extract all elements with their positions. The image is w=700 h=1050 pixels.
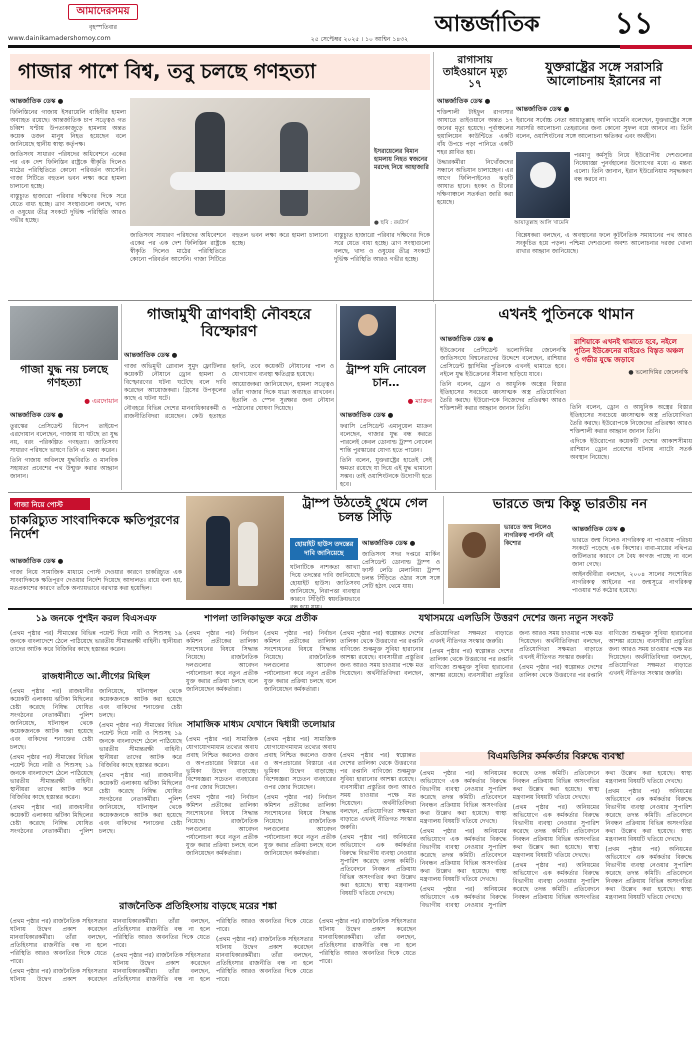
trump-nobel-text: ফরাসি প্রেসিডেন্ট এমানুয়েল ম্যাক্রন বলেছেন, গাজার যুদ্ধ বন্ধ করতে পারলেই কেবল ডোনাল্ড ট্রাম্প নোবেল শান্তি পুরস্কারের যোগ্য হতে পারেন। তিনি বলেন, যুক্তরাষ্ট্রের হাতেই সেই ক্ষমতা রয়েছে যা দিয়ে এই যুদ্ধ থামানো সম্ভব। তাই ওয়াশিংটনকে উদ্যোগী হতে হবে। — [340, 423, 432, 488]
putin-text-right: তিনি বলেন, ড্রোন ও আধুনিক অস্ত্রের বিস্তার ইতিহাসের সবচেয়ে ধ্বংসাত্মক অস্ত্র প্রতিযোগিতা তৈরি করছে। ইউরোপকে নিজেদের প্রতিরক্ষা আরও শক্তিশালী করার আহ্বান জানান তিনি। এদিকে ইউরোপের কয়েকটি দেশের আকাশসীমায় রাশিয়ান ড্রোন প্রবেশের ঘটনায় ন্যাটো সতর্ক অবস্থান নিয়েছে। — [570, 404, 692, 461]
masthead-day: বৃহস্পতিবার — [89, 24, 117, 31]
face-shape — [358, 314, 378, 336]
iran-intro: আন্তর্জাতিক ডেস্ক ● ইরানের সর্বোচ্চ নেতা আয়াতুল্লাহ আলি খামেনি বলেছেন, যুক্তরাষ্ট্রের সঙ্গে সরাসরি আলোচনা তেহরানের জন্য কোনো সুফল বয়ে আনবে না। তিনি বলেন, ওয়াশিংটনের সঙ্গে আলোচনা ক্ষতিকর এবং অর্থহীন। — [516, 105, 692, 140]
revenge-headline[interactable]: রাজনৈতিক প্রতিহিংসায় বাড়ছে মরের শঙ্কা — [119, 901, 277, 912]
bsf-headline[interactable]: ১৯ জনকে পুশইন করল বিএসএফ — [35, 614, 157, 624]
putin-column-1 — [440, 334, 566, 490]
bmdc-side-text: (প্রথম পৃষ্ঠার পর) স্বল্পোন্নত দেশের তালিকা থেকে উত্তরণের পর রপ্তানি বাণিজ্যে শুল্কমুক্ত সুবিধা হারানোর আশঙ্কা রয়েছে। ব্যবসায়ীরা প্রস্তুতির জন্য আরও সময় চাওয়ার পক্ষে মত দিয়েছেন। অর্থনীতিবিদরা বলছেন, প্রতিযোগিতা সক্ষমতা বাড়াতে এখনই নীতিগত সংস্কার জরুরি। (প্রথম পৃষ্ঠার পর) অনিয়মের অভিযোগে এক কর্মকর্তার বিরুদ্ধে বিভাগীয় ব্যবস্থা নেওয়ার সুপারিশ করেছে তদন্ত কমিটি। প্রতিবেদনে নিবন্ধন প্রক্রিয়ায় বিভিন্ন অসংগতির কথা উল্লেখ করা হয়েছে। স্বাস্থ্য মন্ত্রণালয় বিষয়টি খতিয়ে দেখছে। — [340, 752, 416, 897]
gaza-post-headline[interactable]: চাকরিচ্যুত সাংবাদিককে ক্ষতিপূরণের নির্দেশ — [10, 513, 180, 541]
taiwan-byline: আন্তর্জাতিক ডেস্ক ● — [437, 97, 491, 105]
khamenei-photo — [516, 152, 570, 218]
shapla-headline[interactable]: শাপলা তালিকাভুক্ত করে প্রতীক — [204, 614, 318, 624]
section-divider — [8, 608, 692, 610]
taiwan-headline[interactable]: রাগাসায় তাইওয়ানে মৃত্যু ১৭ — [442, 54, 508, 91]
lead-photo — [130, 98, 370, 226]
gaza-war-text: তুরস্কের প্রেসিডেন্ট রিসেপ তাইয়েপ এরদোয়ান বলেছেন, গাজায় যা ঘটছে তা যুদ্ধ নয়, বরং পরিকল্পিত গণহত্যা। জাতিসংঘ সাধারণ পরিষদে ভাষণে তিনি এ মন্তব্য করেন। তিনি গাজায় অবিলম্বে যুদ্ধবিরতি ও মানবিক সহায়তা প্রবেশের পথ উন্মুক্ত করার আহ্বান জানান। — [10, 423, 118, 480]
section-divider — [8, 492, 692, 493]
revenge-text: (প্রথম পৃষ্ঠার পর) রাজনৈতিক সহিংসতার ঘটনায় উদ্বেগ প্রকাশ করেছেন মানবাধিকারকর্মীরা। তাঁরা বলছেন, প্রতিহিংসার রাজনীতি বন্ধ না হলে পরিস্থিতি আরও অবনতির দিকে যেতে পারে। (প্রথম পৃষ্ঠার পর) রাজনৈতিক সহিংসতার ঘটনায় উদ্বেগ প্রকাশ করেছেন মানবাধিকারকর্মীরা। তাঁরা বলছেন, প্রতিহিংসার রাজনীতি বন্ধ না হলে পরিস্থিতি আরও অবনতির দিকে যেতে পারে। (প্রথম পৃষ্ঠার পর) রাজনৈতিক সহিংসতার ঘটনায় উদ্বেগ প্রকাশ করেছেন মানবাধিকারকর্মীরা। তাঁরা বলছেন, প্রতিহিংসার রাজনীতি বন্ধ না হলে পরিস্থিতি আরও অবনতির দিকে যেতে পারে। (প্রথম পৃষ্ঠার পর) রাজনৈতিক সহিংসতার ঘটনায় উদ্বেগ প্রকাশ করেছেন মানবাধিকারকর্মীরা। তাঁরা বলছেন, প্রতিহিংসার রাজনীতি বন্ধ না হলে পরিস্থিতি আরও অবনতির দিকে যেতে পারে। (প্রথম পৃষ্ঠার পর) রাজনৈতিক সহিংসতার ঘটনায় উদ্বেগ প্রকাশ করেছেন মানবাধিকারকর্মীরা। তাঁরা বলছেন, প্রতিহিংসার রাজনীতি বন্ধ না হলে পরিস্থিতি আরও অবনতির দিকে যেতে পারে। — [10, 918, 416, 983]
putin-headline[interactable]: এখনই পুতিনকে থামান — [498, 305, 634, 323]
social-media-text: (প্রথম পৃষ্ঠার পর) সামাজিক যোগাযোগমাধ্যম তথ্যের অবাধ প্রবাহ নিশ্চিত করলেও গুজব ও অপপ্রচারের বিস্তারে এর ভূমিকা উদ্বেগ বাড়াচ্ছে। বিশেষজ্ঞরা সচেতন ব্যবহারের ওপর জোর দিয়েছেন। (প্রথম পৃষ্ঠার পর) নির্বাচন কমিশন প্রতীকের তালিকা সংশোধনের বিষয়ে সিদ্ধান্ত নিয়েছে। রাজনৈতিক দলগুলোর আবেদন পর্যালোচনা করে নতুন প্রতীক যুক্ত করার প্রক্রিয়া চলছে বলে জানিয়েছেন কর্মকর্তারা। (প্রথম পৃষ্ঠার পর) সামাজিক যোগাযোগমাধ্যম তথ্যের অবাধ প্রবাহ নিশ্চিত করলেও গুজব ও অপপ্রচারের বিস্তারে এর ভূমিকা উদ্বেগ বাড়াচ্ছে। বিশেষজ্ঞরা সচেতন ব্যবহারের ওপর জোর দিয়েছেন। (প্রথম পৃষ্ঠার পর) নির্বাচন কমিশন প্রতীকের তালিকা সংশোধনের বিষয়ে সিদ্ধান্ত নিয়েছে। রাজনৈতিক দলগুলোর আবেদন পর্যালোচনা করে নতুন প্রতীক যুক্ত করার প্রক্রিয়া চলছে বলে জানিয়েছেন কর্মকর্তারা। — [186, 736, 336, 857]
iran-text-bottom: বিশ্লেষকরা বলছেন, এ অবস্থানের ফলে কূটনৈতিক সমাধানের পথ আরও সংকুচিত হয়ে পড়ল। পশ্চিমা দেশগুলো অবশ্য আলোচনার দরজা খোলা রাখার আহ্বান জানিয়েছে। — [516, 232, 692, 255]
photo-figure — [195, 112, 225, 216]
lead-photo-caption: ইসরায়েলের বিমান হামলায় নিহত স্বজনের মরদেহ নিয়ে আহাজারি — [374, 148, 429, 171]
gaza-war-column — [10, 410, 118, 490]
taiwan-text: শক্তিশালী টাইফুন রাগাসার আঘাতে তাইওয়ানে অন্তত ১৭ জনের মৃত্যু হয়েছে। পূর্বাঞ্চলের হুয়ালিয়েন কাউন্টিতে একটি বাঁধ উপচে পড়া পানিতে একটি শহর প্লাবিত হয়। উদ্ধারকর্মীরা নিখোঁজদের সন্ধানে অভিযান চালাচ্ছেন। এর আগে ফিলিপাইনেও ঝড়টি আঘাত হানে। হংকং ও চীনের দক্ষিণাঞ্চলে সতর্কতা জারি করা হয়েছে। — [437, 109, 513, 206]
gaza-war-credit: ● এরদোয়ান — [84, 397, 118, 405]
born-india-byline: আন্তর্জাতিক ডেস্ক ● — [572, 525, 626, 533]
born-india-text: ভারতে জন্ম নিলেও নাগরিকত্ব না পাওয়ায় পরিচয় সংকটে পড়েছে এক কিশোর। বাবা-মায়ের নথিপত্র জটিলতার কারণে সে বৈধ কাগজ পাচ্ছে না বলে জানা গেছে। আইনজীবীরা বলছেন, ২০০৪ সালের সংশোধিত নাগরিকত্ব আইনের পর জন্মসূত্রে নাগরিকত্ব পাওয়ার শর্ত কঠোর হয়েছে। — [572, 537, 692, 594]
flotilla-columns — [124, 350, 334, 490]
macron-photo — [340, 306, 396, 360]
lead-byline: আন্তর্জাতিক ডেস্ক ● — [10, 97, 64, 105]
column-divider — [435, 304, 436, 490]
lead-continued: জাতিসংঘ সাধারণ পরিষদের অধিবেশনে একের পর এক দেশ ফিলিস্তিন রাষ্ট্রকে স্বীকৃতি দিলেও মাঠের পরিস্থিতিতে কোনো পরিবর্তন আসেনি। গাজা সিটিতে বহুতল ভবন লক্ষ্য করে হামলা চালানো হচ্ছে। বাস্তুচ্যুত হাজারো পরিবার দক্ষিণের দিকে সরে যেতে বাধ্য হচ্ছে। ত্রাণ সংস্থাগুলো বলছে, খাদ্য ও ওষুধের তীব্র সংকটে দুর্ভিক্ষ পরিস্থিতি আরও গভীর হচ্ছে। — [130, 232, 430, 263]
turban-shape — [530, 162, 556, 188]
masthead-rule — [8, 45, 620, 48]
column-divider — [121, 304, 122, 490]
gaza-post-tag: গাজা নিয়ে পোস্ট — [10, 498, 90, 510]
trump-nobel-column — [340, 410, 432, 490]
photo-figure — [206, 516, 230, 586]
boy-photo — [448, 524, 500, 588]
khamenei-caption: আয়াতুল্লাহ আলি খামেনি — [514, 220, 569, 226]
putin-byline: আন্তর্জাতিক ডেস্ক ● — [440, 335, 494, 343]
trump-nobel-headline[interactable]: ট্রাম্প যদি নোবেল চান… — [346, 363, 426, 389]
photo-figure — [238, 522, 258, 586]
column-divider — [443, 496, 444, 604]
newspaper-logo[interactable]: আমাদেরসময় — [68, 4, 138, 20]
escalator-byline: আন্তর্জাতিক ডেস্ক ● — [362, 539, 416, 547]
masthead-left — [8, 4, 258, 44]
flotilla-headline[interactable]: গাজামুখী ত্রাণবাহী নৌবহরে বিস্ফোরণ — [146, 305, 311, 341]
born-india-column — [572, 524, 692, 602]
erdogan-photo — [10, 306, 118, 360]
ldc-headline[interactable]: যথাসময়ে এলডিসি উত্তরণ দেশের জন্য নতুন সংকট — [418, 613, 614, 624]
masthead-accent — [620, 45, 692, 49]
bmdc-text: (প্রথম পৃষ্ঠার পর) অনিয়মের অভিযোগে এক কর্মকর্তার বিরুদ্ধে বিভাগীয় ব্যবস্থা নেওয়ার সুপারিশ করেছে তদন্ত কমিটি। প্রতিবেদনে নিবন্ধন প্রক্রিয়ায় বিভিন্ন অসংগতির কথা উল্লেখ করা হয়েছে। স্বাস্থ্য মন্ত্রণালয় বিষয়টি খতিয়ে দেখছে। (প্রথম পৃষ্ঠার পর) অনিয়মের অভিযোগে এক কর্মকর্তার বিরুদ্ধে বিভাগীয় ব্যবস্থা নেওয়ার সুপারিশ করেছে তদন্ত কমিটি। প্রতিবেদনে নিবন্ধন প্রক্রিয়ায় বিভিন্ন অসংগতির কথা উল্লেখ করা হয়েছে। স্বাস্থ্য মন্ত্রণালয় বিষয়টি খতিয়ে দেখছে। (প্রথম পৃষ্ঠার পর) অনিয়মের অভিযোগে এক কর্মকর্তার বিরুদ্ধে বিভাগীয় ব্যবস্থা নেওয়ার সুপারিশ করেছে তদন্ত কমিটি। প্রতিবেদনে নিবন্ধন প্রক্রিয়ায় বিভিন্ন অসংগতির কথা উল্লেখ করা হয়েছে। স্বাস্থ্য মন্ত্রণালয় বিষয়টি খতিয়ে দেখছে। (প্রথম পৃষ্ঠার পর) অনিয়মের অভিযোগে এক কর্মকর্তার বিরুদ্ধে বিভাগীয় ব্যবস্থা নেওয়ার সুপারিশ করেছে তদন্ত কমিটি। প্রতিবেদনে নিবন্ধন প্রক্রিয়ায় বিভিন্ন অসংগতির কথা উল্লেখ করা হয়েছে। স্বাস্থ্য মন্ত্রণালয় বিষয়টি খতিয়ে দেখছে। (প্রথম পৃষ্ঠার পর) অনিয়মের অভিযোগে এক কর্মকর্তার বিরুদ্ধে বিভাগীয় ব্যবস্থা নেওয়ার সুপারিশ করেছে তদন্ত কমিটি। প্রতিবেদনে নিবন্ধন প্রক্রিয়ায় বিভিন্ন অসংগতির কথা উল্লেখ করা হয়েছে। স্বাস্থ্য মন্ত্রণালয় বিষয়টি খতিয়ে দেখছে। (প্রথম পৃষ্ঠার পর) অনিয়মের অভিযোগে এক কর্মকর্তার বিরুদ্ধে বিভাগীয় ব্যবস্থা নেওয়ার সুপারিশ করেছে তদন্ত কমিটি। প্রতিবেদনে নিবন্ধন প্রক্রিয়ায় বিভিন্ন অসংগতির কথা উল্লেখ করা হয়েছে। স্বাস্থ্য মন্ত্রণালয় বিষয়টি খতিয়ে দেখছে। (প্রথম পৃষ্ঠার পর) অনিয়মের অভিযোগে এক কর্মকর্তার বিরুদ্ধে বিভাগীয় ব্যবস্থা নেওয়ার সুপারিশ করেছে তদন্ত কমিটি। প্রতিবেদনে নিবন্ধন প্রক্রিয়ায় বিভিন্ন অসংগতির কথা উল্লেখ করা হয়েছে। স্বাস্থ্য মন্ত্রণালয় বিষয়টি খতিয়ে দেখছে। — [420, 770, 692, 909]
lead-photo-credit: ● ছবি : রয়টার্স — [374, 220, 409, 226]
iran-headline[interactable]: যুক্তরাষ্ট্রের সঙ্গে সরাসরি আলোচনায় ইরানের না — [545, 59, 663, 89]
born-india-headline[interactable]: ভারতে জন্ম কিন্তু ভারতীয় নন — [492, 497, 648, 512]
gaza-war-byline: আন্তর্জাতিক ডেস্ক ● — [10, 411, 64, 419]
trump-nobel-byline: আন্তর্জাতিক ডেস্ক ● — [340, 411, 394, 419]
column-divider — [336, 304, 337, 490]
section-divider — [8, 300, 692, 301]
born-india-caption: ভারতে জন্ম নিলেও নাগরিকত্ব পাননি এই কিশোর — [504, 524, 554, 547]
website-url[interactable]: www.dainikamadershomoy.com — [8, 34, 111, 42]
shapla-text: (প্রথম পৃষ্ঠার পর) নির্বাচন কমিশন প্রতীকের তালিকা সংশোধনের বিষয়ে সিদ্ধান্ত নিয়েছে। রাজনৈতিক দলগুলোর আবেদন পর্যালোচনা করে নতুন প্রতীক যুক্ত করার প্রক্রিয়া চলছে বলে জানিয়েছেন কর্মকর্তারা। (প্রথম পৃষ্ঠার পর) নির্বাচন কমিশন প্রতীকের তালিকা সংশোধনের বিষয়ে সিদ্ধান্ত নিয়েছে। রাজনৈতিক দলগুলোর আবেদন পর্যালোচনা করে নতুন প্রতীক যুক্ত করার প্রক্রিয়া চলছে বলে জানিয়েছেন কর্মকর্তারা। — [186, 630, 336, 693]
gaza-post-column: আন্তর্জাতিক ডেস্ক ● গাজা নিয়ে সামাজিক মাধ্যমে পোস্ট দেওয়ার কারণে চাকরিচ্যুত এক সাংবাদিককে ক্ষতিপূরণ দেওয়ার নির্দেশ দিয়েছে আদালত। রায়ে বলা হয়, মতপ্রকাশের কারণে তাঁকে অন্যায়ভাবে বরখাস্ত করা হয়েছিল। — [10, 557, 182, 592]
masthead-date: ২৫ সেপ্টেম্বর ২০২৫ । ১০ আশ্বিন ১৪৩২ — [310, 36, 408, 43]
awami-rally-text: (প্রথম পৃষ্ঠার পর) রাজধানীর কয়েকটি এলাকায় ঝটিকা মিছিলের চেষ্টা করেছে নিষিদ্ধ ঘোষিত সংগঠনের নেতাকর্মীরা। পুলিশ জানিয়েছে, ঘটনাস্থল থেকে কয়েকজনকে আটক করা হয়েছে এবং বাকিদের শনাক্তের চেষ্টা চলছে। (প্রথম পৃষ্ঠার পর) সীমান্তের বিভিন্ন পয়েন্ট দিয়ে নারী ও শিশুসহ ১৯ জনকে বাংলাদেশে ঠেলে পাঠিয়েছে ভারতীয় সীমান্তরক্ষী বাহিনী। স্থানীয়রা তাদের আটক করে বিজিবির কাছে হস্তান্তর করেন। (প্রথম পৃষ্ঠার পর) রাজধানীর কয়েকটি এলাকায় ঝটিকা মিছিলের চেষ্টা করেছে নিষিদ্ধ ঘোষিত সংগঠনের নেতাকর্মীরা। পুলিশ জানিয়েছে, ঘটনাস্থল থেকে কয়েকজনকে আটক করা হয়েছে এবং বাকিদের শনাক্তের চেষ্টা চলছে। (প্রথম পৃষ্ঠার পর) সীমান্তের বিভিন্ন পয়েন্ট দিয়ে নারী ও শিশুসহ ১৯ জনকে বাংলাদেশে ঠেলে পাঠিয়েছে ভারতীয় সীমান্তরক্ষী বাহিনী। স্থানীয়রা তাদের আটক করে বিজিবির কাছে হস্তান্তর করেন। (প্রথম পৃষ্ঠার পর) রাজধানীর কয়েকটি এলাকায় ঝটিকা মিছিলের চেষ্টা করেছে নিষিদ্ধ ঘোষিত সংগঠনের নেতাকর্মীরা। পুলিশ জানিয়েছে, ঘটনাস্থল থেকে কয়েকজনকে আটক করা হয়েছে এবং বাকিদের শনাক্তের চেষ্টা চলছে। — [10, 688, 182, 835]
lead-column-1 — [10, 96, 126, 294]
escalator-photo — [186, 496, 284, 600]
iran-byline: আন্তর্জাতিক ডেস্ক ● — [516, 105, 570, 113]
bsf-text: (প্রথম পৃষ্ঠার পর) সীমান্তের বিভিন্ন পয়েন্ট দিয়ে নারী ও শিশুসহ ১৯ জনকে বাংলাদেশে ঠেলে পাঠিয়েছে ভারতীয় সীমান্তরক্ষী বাহিনী। স্থানীয়রা তাদের আটক করে বিজিবির কাছে হস্তান্তর করেন। — [10, 630, 182, 653]
escalator-headline[interactable]: ট্রাম্প উঠতেই থেমে গেল চলন্ত সিঁড়ি — [302, 495, 428, 525]
flotilla-byline: আন্তর্জাতিক ডেস্ক ● — [124, 351, 178, 359]
lead-text: ফিলিস্তিনের গাজায় ইসরায়েলি বাহিনীর হামলা অব্যাহত রয়েছে। আন্তর্জাতিক চাপ সত্ত্বেও গত চব্বিশ ঘণ্টায় উপত্যকাজুড়ে হামলায় অন্তত কয়েক ডজন মানুষ নিহত হয়েছেন বলে জানিয়েছে স্থানীয় স্বাস্থ্য কর্তৃপক্ষ। জাতিসংঘ সাধারণ পরিষদের অধিবেশনে একের পর এক দেশ ফিলিস্তিন রাষ্ট্রকে স্বীকৃতি দিলেও মাঠের পরিস্থিতিতে কোনো পরিবর্তন আসেনি। গাজা সিটিতে বহুতল ভবন লক্ষ্য করে হামলা চালানো হচ্ছে। বাস্তুচ্যুত হাজারো পরিবার দক্ষিণের দিকে সরে যেতে বাধ্য হচ্ছে। ত্রাণ সংস্থাগুলো বলছে, খাদ্য ও ওষুধের তীব্র সংকটে দুর্ভিক্ষ পরিস্থিতি আরও গভীর হচ্ছে। — [10, 109, 126, 224]
section-title: আন্তর্জাতিক — [434, 12, 540, 37]
zelensky-quote: রাশিয়াকে এখনই থামাতে হবে, নইলে পুতিন ইউক্রেনের বাইরেও বিস্তৃত অঞ্চল ও গভীর যুদ্ধে জড়াবে — [574, 338, 684, 364]
escalator-column: আন্তর্জাতিক ডেস্ক ● জাতিসংঘ সদর দপ্তরে মার্কিন প্রেসিডেন্ট ডোনাল্ড ট্রাম্প ও ফার্স্ট লেডি মেলানিয়া ট্রাম্প চলন্ত সিঁড়িতে ওঠার সঙ্গে সঙ্গে সেটি হঠাৎ থেমে যায়। — [362, 539, 440, 590]
lead-headline[interactable]: গাজার পাশে বিশ্ব, তবু চলছে গণহত্যা — [10, 54, 430, 90]
trump-nobel-credit: ● ম্যাক্রন — [407, 397, 432, 405]
social-media-headline[interactable]: সামাজিক মাধ্যম যেখানে দ্বিধারী তলোয়ার — [187, 720, 335, 730]
face-shape — [462, 532, 486, 558]
iran-text-right: পরমাণু কর্মসূচি নিয়ে ইউরোপীয় দেশগুলোর নিষেধাজ্ঞা পুনর্বহালের উদ্যোগের মধ্যে এ মন্তব্য এলো। তিনি জানান, ইরান ইউরেনিয়াম সমৃদ্ধকরণ বন্ধ করবে না। — [574, 152, 692, 183]
gaza-war-headline[interactable]: গাজা যুদ্ধ নয় চলছে গণহত্যা — [20, 363, 108, 389]
taiwan-column — [437, 96, 513, 294]
column-divider — [433, 52, 434, 302]
escalator-text-left: ঘটনাটিকে নাশকতা আখ্যা দিয়ে তদন্তের দাবি জানিয়েছে হোয়াইট হাউস। জাতিসংঘ জানিয়েছে, নিরাপত্তা ব্যবস্থার কারণে সিঁড়িটি স্বয়ংক্রিয়ভাবে — [290, 564, 360, 603]
escalator-photo-caption: হোয়াইট হাউস তদন্তের দাবি জানিয়েছে — [290, 538, 358, 560]
putin-text: ইউক্রেনের প্রেসিডেন্ট ভলোদিমির জেলেনস্কি জাতিসংঘে বিশ্বনেতাদের উদ্দেশে বলেছেন, রাশিয়ার প্রেসিডেন্ট ভ্লাদিমির পুতিনকে এখনই থামাতে হবে। নইলে যুদ্ধ ইউক্রেনের সীমানা ছাড়িয়ে যাবে। তিনি বলেন, ড্রোন ও আধুনিক অস্ত্রের বিস্তার ইতিহাসের সবচেয়ে ধ্বংসাত্মক অস্ত্র প্রতিযোগিতা তৈরি করছে। ইউরোপকে নিজেদের প্রতিরক্ষা আরও শক্তিশালী করার আহ্বান জানান তিনি। — [440, 347, 566, 412]
zelensky-credit: ● ভলোদিমির জেলেনস্কি — [628, 369, 688, 376]
bmdc-headline[interactable]: বিএমডিসির কর্মকর্তার বিরুদ্ধে ব্যবস্থা — [420, 752, 692, 766]
page-number: ১১ — [614, 6, 654, 41]
zelensky-quote-box — [570, 334, 692, 400]
gaza-post-byline: আন্তর্জাতিক ডেস্ক ● — [10, 557, 64, 565]
awami-rally-headline[interactable]: রাজধানীতে আ.লীগের মিছিল — [42, 672, 150, 682]
ldc-text: (প্রথম পৃষ্ঠার পর) স্বল্পোন্নত দেশের তালিকা থেকে উত্তরণের পর রপ্তানি বাণিজ্যে শুল্কমুক্ত সুবিধা হারানোর আশঙ্কা রয়েছে। ব্যবসায়ীরা প্রস্তুতির জন্য আরও সময় চাওয়ার পক্ষে মত দিয়েছেন। অর্থনীতিবিদরা বলছেন, প্রতিযোগিতা সক্ষমতা বাড়াতে এখনই নীতিগত সংস্কার জরুরি। (প্রথম পৃষ্ঠার পর) স্বল্পোন্নত দেশের তালিকা থেকে উত্তরণের পর রপ্তানি বাণিজ্যে শুল্কমুক্ত সুবিধা হারানোর আশঙ্কা রয়েছে। ব্যবসায়ীরা প্রস্তুতির জন্য আরও সময় চাওয়ার পক্ষে মত দিয়েছেন। অর্থনীতিবিদরা বলছেন, প্রতিযোগিতা সক্ষমতা বাড়াতে এখনই নীতিগত সংস্কার জরুরি। (প্রথম পৃষ্ঠার পর) স্বল্পোন্নত দেশের তালিকা থেকে উত্তরণের পর রপ্তানি বাণিজ্যে শুল্কমুক্ত সুবিধা হারানোর আশঙ্কা রয়েছে। ব্যবসায়ীরা প্রস্তুতির জন্য আরও সময় চাওয়ার পক্ষে মত দিয়েছেন। অর্থনীতিবিদরা বলছেন, প্রতিযোগিতা সক্ষমতা বাড়াতে এখনই নীতিগত সংস্কার জরুরি। — [340, 630, 692, 679]
photo-shroud — [170, 172, 360, 190]
flotilla-text: গাজা অভিমুখী গ্লোবাল সুমুদ ফ্লোটিলার কয়েকটি নৌযানে ড্রোন হামলা ও বিস্ফোরণের ঘটনা ঘটেছে বলে দাবি করেছেন আয়োজকরা। গ্রিসের উপকূলের কাছে এ ঘটনা ঘটে। নৌবহরে বিভিন্ন দেশের মানবাধিকারকর্মী ও রাজনীতিবিদরা রয়েছেন। কেউ হতাহত হননি, তবে কয়েকটি নৌযানের পাল ও যোগাযোগ ব্যবস্থা ক্ষতিগ্রস্ত হয়েছে। আয়োজকরা জানিয়েছেন, হামলা সত্ত্বেও তাঁরা গাজার দিকে যাত্রা অব্যাহত রাখবেন। ইতালি ও স্পেন সুরক্ষার জন্য নৌযান পাঠানোর ঘোষণা দিয়েছে। — [124, 363, 334, 420]
photo-figure — [280, 122, 308, 216]
